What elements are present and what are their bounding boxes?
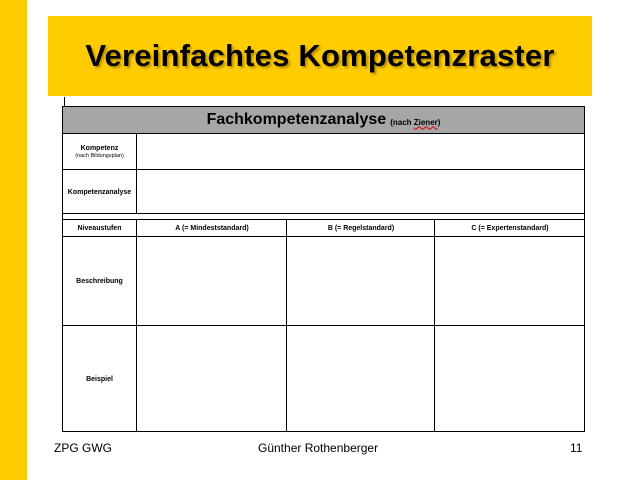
title-banner — [48, 16, 592, 96]
row-label-kompetenz — [62, 134, 137, 170]
page-number: 11 — [570, 441, 583, 455]
row-label-beispiel — [62, 326, 137, 432]
beispiel-a-cell[interactable] — [137, 326, 287, 432]
row-label-kompetenzanalyse — [62, 170, 137, 214]
beschreibung-label: Beschreibung — [76, 278, 123, 285]
source-suffix: ) — [437, 117, 441, 127]
beispiel-b-cell[interactable] — [287, 326, 435, 432]
kompetenzanalyse-label: Kompetenzanalyse — [67, 188, 132, 196]
col-header-niveau — [62, 220, 137, 237]
source-name: Ziener — [413, 117, 438, 127]
level-c-label: C (= Expertenstandard) — [471, 225, 549, 232]
table-header-source — [390, 118, 440, 127]
kompetenz-sublabel: (nach Bildungsplan) — [75, 153, 124, 159]
beispiel-c-cell[interactable] — [435, 326, 585, 432]
footer-author: Günther Rothenberger — [258, 441, 379, 455]
col-header-c — [435, 220, 585, 237]
level-a-label: A (= Mindeststandard) — [175, 225, 249, 232]
kompetenzanalyse-entry-cell[interactable] — [137, 170, 585, 214]
table-header-title: Fachkompetenzanalyse — [206, 111, 387, 128]
cursor-tick — [64, 97, 65, 106]
left-accent-bar — [0, 0, 27, 480]
col-header-a — [137, 220, 287, 237]
kompetenz-entry-cell[interactable] — [137, 134, 585, 170]
beschreibung-a-cell[interactable] — [137, 237, 287, 326]
source-prefix: (nach — [390, 117, 414, 127]
competency-grid — [62, 106, 585, 432]
niveaustufen-label: Niveaustufen — [77, 225, 122, 232]
table-header — [62, 106, 585, 134]
beschreibung-b-cell[interactable] — [287, 237, 435, 326]
beispiel-label: Beispiel — [86, 375, 113, 383]
level-b-label: B (= Regelstandard) — [327, 225, 395, 232]
slide-title: Vereinfachtes Kompetenzraster — [85, 38, 555, 73]
footer-left: ZPG GWG — [54, 441, 112, 455]
row-label-beschreibung — [62, 237, 137, 326]
col-header-b — [287, 220, 435, 237]
kompetenz-label: Kompetenz — [80, 145, 119, 152]
beschreibung-c-cell[interactable] — [435, 237, 585, 326]
